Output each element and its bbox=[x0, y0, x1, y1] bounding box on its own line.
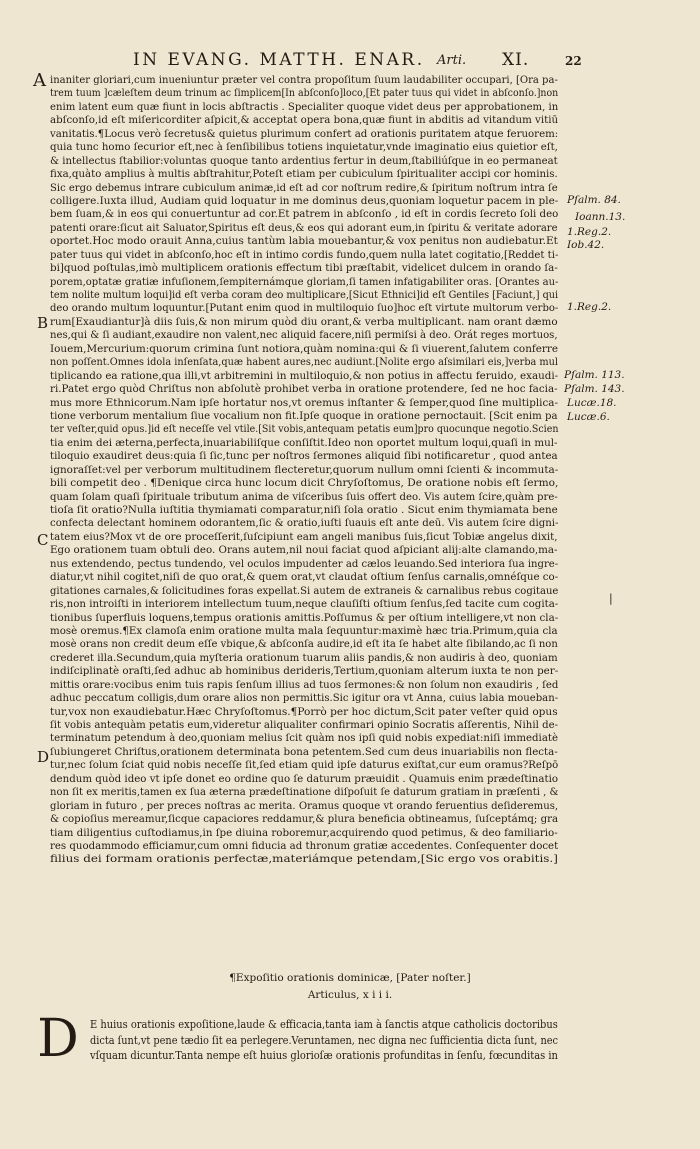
text-line: Iouem,Mercurium:quorum crimina ſunt notiora,quàm nomina:qui & ſi viuerent,ſalutem conferre bbox=[50, 342, 559, 355]
text-line: & intellectus ſtabilior:voluntas quoque tanto ardentius fertur in deum,ſtabiliúſque in eo permaneat bbox=[50, 154, 558, 167]
text-line: colligere.Iuxta illud, Audiam quid loquatur in me dominus deus,quoniam loquetur pacem in ple- bbox=[50, 194, 559, 207]
text-line: nus extendendo, pectus tundendo, vel oculos impudenter ad cælos leuando.Sed interiora ſua ingre- bbox=[50, 557, 559, 570]
text-line: filius dei formam orationis perfectæ,materiámque petendam,[Sic ergo vos orabitis.] bbox=[50, 853, 558, 866]
margin-note: Iob.42. bbox=[567, 239, 605, 251]
text-line: tur,nec ſolum ſciat quid nobis neceſſe ſit,ſed etiam quid ipſe daturus exiſtat,cur eum oramus?Reſpō bbox=[50, 759, 559, 772]
text-line: tiplicando ea ratione,qua illi,vt arbitremini in multiloquio,& non potius in affectu feruido, exaudi- bbox=[50, 369, 559, 382]
text-line: gloriam in futuro , per preces noſtras ac merita. Oramus quoque vt orando feruentius deſideremus, bbox=[50, 799, 559, 812]
text-line: dicta ſunt,vt pene tædio ſit ea perlegere.Veruntamen, nec digna nec ſufficientia dicta ſunt, nec bbox=[90, 1033, 559, 1047]
text-line: ſubiungeret Chriſtus,orationem determinata bona petentem.Sed cum deus inuariabilis non flecta- bbox=[50, 745, 558, 758]
text-line: dendum quòd ideo vt ipſe donet eo ordine quo ſe daturum præuidit . Quamuis enim prædeſtinatio bbox=[50, 772, 559, 785]
section-subheading: Articulus, x i i i. bbox=[307, 989, 393, 1001]
text-line: tem nolite multum loqui]id eſt verba coram deo multiplicare,[Sicut Ethnici]id eſt Gentiles [Faciunt,] qui bbox=[50, 289, 559, 301]
text-line: res quodammodo efficiamur,cum omni fiducia ad thronum gratiæ accedentes. Conſequenter docet bbox=[50, 839, 559, 852]
article-number: XI. bbox=[502, 50, 530, 70]
text-line: ter veſter,quid opus.]id eſt neceſſe vel vtile.[Sit vobis,antequam petatis eum]pro quocunque negotio.Scien bbox=[50, 423, 559, 436]
text-line: porem,optatæ gratiæ infuſionem,ſempiternámque gloriam,ſi tamen infatigabiliter oras. [Orantes au- bbox=[50, 275, 559, 288]
margin-note: 1.Reg.2. bbox=[567, 301, 612, 313]
text-line: tionibus ſuperfluis loquens,tempus orationis amittis.Poſſumus & per oſtium intelligere,vt non cla- bbox=[50, 611, 559, 624]
text-line: diatur,vt nihil cogitet,niſi de quo orat,& quem orat,vt claudat oſtium ſenſus carnalis,omnéſque co- bbox=[50, 571, 559, 584]
article-label: Arti. bbox=[437, 53, 467, 68]
text-line: bem ſuam,& in eos qui conuertuntur ad cor.Et patrem in abſconſo , id eſt in cordis ſecreto ſoli deo bbox=[50, 208, 559, 221]
text-line: mosè orans non credit deum eſſe vbique,& abſconſa audire,id eſt ita ſe habet alte ſibilando,ac ſi non bbox=[50, 638, 558, 651]
margin-note: Pſalm. 143. bbox=[564, 383, 625, 395]
text-line: & copioſius mereamur,ſicque capaciores reddamur,& plura beneficia obtineamus, ſuſceptámq; gra bbox=[50, 813, 559, 826]
text-line: ſit vobis antequàm petatis eum,videretur aliqualiter confirmari opinio Socratis aſſerentis, Nihil de- bbox=[50, 719, 559, 731]
section-letter-d: D bbox=[37, 748, 50, 766]
text-line: deo orando multum loquuntur.[Putant enim quod in multiloquio ſuo]hoc eſt virtute multorum verbo- bbox=[50, 302, 559, 315]
closing-text bbox=[90, 1017, 560, 1064]
text-line: oportet.Hoc modo orauit Anna,cuius tantùm labia mouebantur,& vox penitus non audiebatur.Et bbox=[50, 235, 558, 248]
text-line: patenti orare:ſicut ait Saluator,Spiritus eſt deus,& eos qui adorant eum,in ſpiritu & veritate adorare bbox=[50, 221, 558, 234]
text-line: tatem eius?Mox vt de ore proceſſerit,ſuſcipiunt eam angeli manibus ſuis,ſicut Tobiæ angelus dixit, bbox=[50, 530, 558, 543]
text-line: tur,vox non exaudiebatur.Hæc Chryſoſtomus.¶Porrò per hoc dictum,Scit pater veſter quid opus bbox=[50, 705, 558, 718]
text-line: enim latent eum quæ fiunt in locis abſtractis . Specialiter quoque videt deus per approbationem, in bbox=[50, 100, 559, 113]
text-line: ris,non introiſti in interiorem intellectum tuum,neque clauſiſti oſtium ſenſus,ſed tacite cum cogita- bbox=[50, 598, 559, 611]
margin-note: Ioann.13. bbox=[575, 211, 626, 223]
text-line: tiloquio exaudiret deus:quia ſi ſic,tunc per noſtros ſermones aliquid ſibi notificaretur , quod antea bbox=[50, 450, 558, 463]
section-letter-c: C bbox=[37, 531, 49, 549]
section-letter-b: B bbox=[37, 314, 49, 332]
text-line: vanitatis.¶Locus verò ſecretus& quietus plurimum confert ad orationis puritatem atque feruorem: bbox=[50, 127, 559, 140]
text-line: Sic ergo debemus intrare cubiculum animæ,id eſt ad cor noſtrum redire,& ſpiritum noſtrum intra ſe bbox=[50, 181, 558, 194]
text-line: inaniter gloriari,cum inueniuntur præter vel contra propoſitum ſuum laudabiliter occupari, [Ora pa- bbox=[50, 74, 558, 86]
margin-note: Pſalm. 84. bbox=[567, 194, 621, 206]
text-line: abſconſo,id eſt miſericorditer aſpicit,& acceptat opera bona,quæ fiunt in abditis ad vitandum vitiū bbox=[50, 114, 559, 127]
text-line: ri.Patet ergo quòd Chriſtus non abſolutè prohibet verba in oratione protendere, ſed ne hoc facia- bbox=[50, 383, 558, 396]
section-heading: ¶Expoſitio orationis dominicæ, [Pater noſter.] bbox=[229, 972, 471, 984]
margin-note: 1.Reg.2. bbox=[567, 226, 612, 238]
text-line: vſquam dicuntur.Tanta nempe eſt huius glorioſæ orationis profunditas in ſenſu, fœcunditas in bbox=[90, 1049, 558, 1063]
text-line: E huius orationis expoſitione,laude & efficacia,tanta iam à ſanctis atque catholicis doctoribus bbox=[90, 1018, 558, 1031]
text-line: trem tuum ]cæleſtem deum trinum ac ſimplicem[In abſconſo]loco,[Et pater tuus qui videt in abſconſo.]non bbox=[50, 87, 559, 100]
text-line: mus more Ethnicorum.Nam ipſe hortatur nos,vt oremus inſtanter & ſemper,quod ſine multiplica- bbox=[50, 396, 558, 409]
text-line: non ſit ex meritis,tamen ex ſua æterna prædeſtinatione diſpoſuit ſe daturum gratiam in præſenti , & bbox=[50, 786, 559, 799]
text-line: mosè oremus.¶Ex clamoſa enim oratione multa mala ſequuntur:maximè hæc tria.Primum,quia cla bbox=[50, 624, 558, 637]
text-line: mittis orare:vocibus enim tuis rapis ſenſum illius ad tuos ſermones:& non ſolum non exaudiris , ſed bbox=[50, 678, 559, 691]
text-line: quam ſolam quaſi ſpirituale tributum anima de viſceribus ſuis offert deo. Vis autem ſcire,quàm pre- bbox=[50, 490, 558, 503]
text-line: tioſa ſit oratio?Nulla iuſtitia thymiamati comparatur,niſi ſola oratio . Sicut enim thymiamata bene bbox=[50, 504, 558, 516]
text-line: Ego orationem tuam obtuli deo. Orans autem,nil noui faciat quod aſpiciant alij:alte clamando,ma- bbox=[50, 544, 558, 557]
text-line: confecta delectant hominem odorantem,ſic & oratio,iuſti ſuauis eſt ante deū. Vis autem ſcire digni- bbox=[50, 517, 559, 530]
text-line: non poſſent.Omnes idola inſenſata,quæ habent aures,nec audiunt.[Nolite ergo aſsimilari eis,]verba mul bbox=[50, 356, 559, 369]
text-line: tione verborum mentalium ſiue vocalium non fit.Ipſe quoque in oratione pernoctauit. [Scit enim pa bbox=[50, 409, 558, 422]
text-line: tia enim dei æterna,perfecta,inuariabiliſque conſiſtit.Ideo non oportet multum loqui,quaſi in mul- bbox=[50, 436, 558, 449]
text-line: bili competit deo . ¶Denique circa hunc locum dicit Chryſoſtomus, De oratione nobis eſt ſermo, bbox=[50, 477, 559, 490]
margin-note: Lucæ.6. bbox=[567, 411, 610, 423]
margin-note: Pſalm. 113. bbox=[564, 369, 625, 381]
text-line: tiam diligentius cuſtodiamus,in ſpe diuina roboremur,acquirendo quod petimus, & deo familiario- bbox=[50, 826, 558, 839]
running-title: IN EVANG. MATTH. ENAR. bbox=[133, 50, 425, 70]
text-line: crederet illa.Secundum,quia myſteria orationum tuarum aliis pandis,& non audiris à deo, quoniam bbox=[50, 651, 558, 664]
initial-letter: A bbox=[33, 70, 46, 91]
body-text bbox=[50, 74, 560, 867]
text-line: fixa,quàto amplius à multis abſtrahitur,Poteſt etiam per cubiculum ſpiritualiter accipi cor hominis. bbox=[50, 168, 558, 181]
text-line: indiſciplinatè oraſti,ſed adhuc ab hominibus derideris,Tertium,quoniam alterum iuxta te non per- bbox=[50, 665, 559, 678]
text-line: quia tunc homo ſecurior eſt,nec à ſenſibilibus totiens inquietatur,vnde imaginatio eius quietior eſt, bbox=[50, 141, 558, 154]
large-initial: D bbox=[37, 1009, 79, 1069]
text-line: terminatum petendum à deo,quoniam melius ſcit quàm nos ipſi quid nobis expediat:niſi immediatè bbox=[50, 732, 558, 745]
text-line: rum[Exaudiantur]à diis ſuis,& non mirum quòd diu orant,& verba multiplicant. nam orant dæmo bbox=[50, 315, 558, 328]
margin-mark: | bbox=[609, 592, 613, 605]
text-line: ignoraſſet:vel per verborum multitudinem flecteretur,quorum nullum omni ſcienti & incommuta- bbox=[50, 463, 559, 476]
margin-note: Lucæ.18. bbox=[567, 397, 617, 409]
text-line: bi]quod poſtulas,imò multiplicem orationis effectum tibi præſtabit, videlicet dulcem in orando ſa- bbox=[50, 262, 558, 275]
folio-number: 22 bbox=[565, 54, 582, 68]
text-line: adhuc peccatum colligis,dum orare alios non permittis.Sic igitur ora vt Anna, cuius labia moueban- bbox=[50, 692, 559, 705]
text-line: nes,qui & ſi audiant,exaudire non valent,nec aliquid facere,niſi permiſsi à deo. Orát reges mortuos, bbox=[50, 329, 558, 342]
text-line: pater tuus qui videt in abſconſo,hoc eſt in intimo cordis fundo,quem nulla latet cogitatio,[Reddet ti- bbox=[50, 248, 559, 261]
running-header bbox=[0, 50, 700, 76]
text-line: gitationes carnales,& ſolicitudines foras expellat.Si autem de extraneis & carnalibus rebus cogitaue bbox=[50, 584, 559, 597]
